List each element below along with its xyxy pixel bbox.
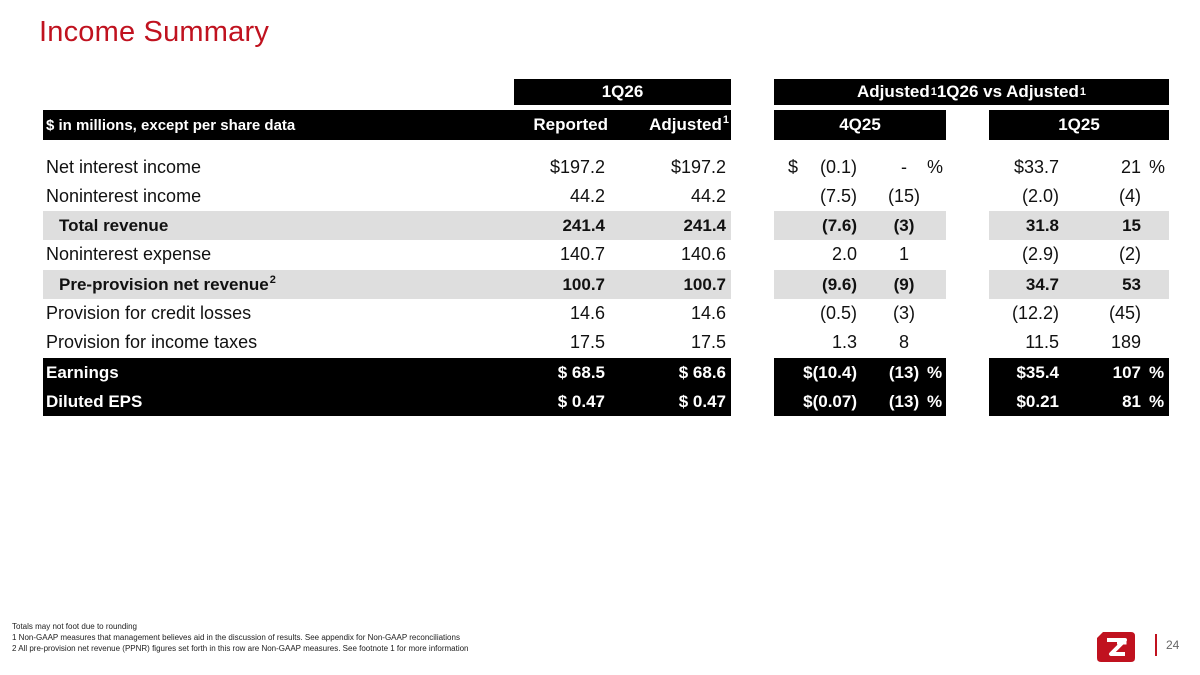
cell-adjusted: 140.6 (680, 244, 726, 264)
table-row-pre-provision-net-revenue (43, 270, 1170, 299)
cell-1q25-percent-sign: % (1149, 363, 1165, 382)
cell-1q25-percent-change: (4) (1119, 186, 1141, 206)
cell-reported: $ 0.47 (557, 392, 605, 411)
cell-1q25-dollar-change: (2.9) (1021, 244, 1059, 264)
cell-4q25-dollar-change: (0.1) (819, 157, 857, 177)
header-1q26-label: 1Q26 (601, 82, 644, 101)
header-group-adjusted-comparison: Adjusted 1 1Q26 vs Adjusted 1 (774, 79, 1169, 105)
header-4q25-label: 4Q25 (839, 115, 881, 134)
cell-1q25-dollar-change: $35.4 (1016, 363, 1059, 382)
page-divider (1155, 634, 1157, 656)
cell-4q25-percent-sign: % (927, 363, 943, 382)
row-label: Noninterest expense (46, 244, 212, 264)
cell-1q25-dollar-change: (12.2) (1011, 303, 1059, 323)
table-row-provision-credit-losses (43, 299, 1170, 328)
row-label: Provision for income taxes (46, 332, 258, 352)
cell-1q25-percent-change: 189 (1110, 332, 1141, 352)
cell-1q25-dollar-change: 31.8 (1025, 216, 1059, 235)
cell-reported: 17.5 (569, 332, 605, 352)
cell-1q25-dollar-change: 34.7 (1025, 275, 1059, 294)
header-group-1q26 (514, 79, 731, 105)
cell-4q25-dollar-change: (9.6) (822, 275, 857, 294)
header-footnote-marker: 1 (722, 114, 729, 127)
row-label: Provision for credit losses (46, 303, 252, 323)
cell-1q25-percent-change: 107 (1112, 363, 1141, 382)
cell-1q25-dollar-change: $33.7 (1013, 157, 1059, 177)
cell-1q25-dollar-change: (2.0) (1021, 186, 1059, 206)
footnote-1: 1 Non-GAAP measures that management believes aid in the discussion of results. See appendix for Non-GAAP reconciliations (12, 633, 460, 642)
cell-4q25-dollar-change: (7.5) (819, 186, 857, 206)
footnote-2: 2 All pre-provision net revenue (PPNR) figures set forth in this row are Non-GAAP measures. See footnote 1 for more information (12, 644, 469, 653)
table-row-earnings (43, 358, 1170, 387)
cell-reported: 241.4 (562, 216, 605, 235)
cell-4q25-currency: $ (788, 157, 799, 177)
cell-4q25-percent-change: (13) (888, 392, 920, 411)
cell-4q25-dollar-change: 1.3 (831, 332, 857, 352)
table-row-net-interest-income (43, 153, 1170, 182)
header-adjusted (649, 115, 729, 135)
cell-4q25-dollar-change: (7.6) (822, 216, 857, 235)
page-number: 24 (1166, 638, 1180, 652)
cell-adjusted: 241.4 (683, 216, 726, 235)
cell-1q25-percent-change: (2) (1119, 244, 1141, 264)
cell-reported: 44.2 (569, 186, 605, 206)
cell-4q25-percent-sign: % (927, 157, 944, 177)
cell-adjusted: 100.7 (683, 275, 726, 294)
row-label: Pre-provision net revenue$^2$ (59, 274, 276, 294)
row-label: Earnings (46, 363, 119, 382)
header-1q25-label: 1Q25 (1058, 115, 1100, 134)
cell-4q25-percent-change: (3) (893, 216, 915, 235)
cell-4q25-dollar-change: (0.5) (819, 303, 857, 323)
page-title: Income Summary (39, 16, 270, 48)
table-row-noninterest-income (43, 182, 1170, 211)
cell-1q25-percent-change: 81 (1122, 392, 1141, 411)
table-row-diluted-eps (43, 387, 1170, 416)
cell-adjusted: 17.5 (690, 332, 726, 352)
header-1q25 (989, 110, 1169, 140)
cell-4q25-percent-change: (15) (887, 186, 920, 206)
header-adjusted-label-b: 1Q26 vs Adjusted (936, 82, 1079, 101)
cell-reported: $197.2 (549, 157, 605, 177)
cell-adjusted: $ 68.6 (678, 363, 726, 382)
cell-reported: $ 68.5 (557, 363, 605, 382)
cell-adjusted: 44.2 (690, 186, 726, 206)
cell-4q25-dollar-change: $(0.07) (803, 392, 857, 411)
cell-4q25-percent-change: (13) (888, 363, 920, 382)
cell-4q25-percent-change: (3) (893, 303, 915, 323)
cell-adjusted: $ 0.47 (678, 392, 726, 411)
cell-4q25-dollar-change: 2.0 (831, 244, 857, 264)
cell-adjusted: $197.2 (670, 157, 726, 177)
row-label: Noninterest income (46, 186, 202, 206)
cell-4q25-percent-change: 8 (898, 332, 909, 352)
cell-adjusted: 14.6 (690, 303, 726, 323)
row-label: Diluted EPS (46, 392, 143, 411)
header-reported: Reported (533, 115, 608, 134)
cell-1q25-percent-sign: % (1149, 392, 1165, 411)
brand-logo-icon (1095, 630, 1137, 664)
cell-1q25-percent-sign: % (1149, 157, 1166, 177)
header-row-columns (43, 110, 731, 140)
cell-4q25-percent-change: 1 (898, 244, 909, 264)
table-row-noninterest-expense (43, 240, 1170, 269)
footnote-rounding: Totals may not foot due to rounding (12, 622, 137, 631)
cell-reported: 14.6 (569, 303, 605, 323)
cell-reported: 140.7 (559, 244, 605, 264)
cell-1q25-percent-change: 15 (1122, 216, 1141, 235)
row-label: Total revenue (59, 216, 169, 235)
cell-1q25-percent-change: (45) (1108, 303, 1141, 323)
cell-1q25-percent-change: 21 (1120, 157, 1141, 177)
cell-4q25-percent-change: - (901, 157, 907, 177)
row-label: Net interest income (46, 157, 202, 177)
table-row-total-revenue (43, 211, 1170, 240)
header-row-label: $ in millions, except per share data (46, 116, 296, 134)
cell-4q25-percent-sign: % (927, 392, 943, 411)
cell-4q25-percent-change: (9) (893, 275, 915, 294)
header-4q25 (774, 110, 946, 140)
cell-4q25-dollar-change: $(10.4) (803, 363, 857, 382)
cell-reported: 100.7 (562, 275, 605, 294)
cell-1q25-percent-change: 53 (1122, 275, 1141, 294)
header-adjusted-label-a: Adjusted (856, 82, 930, 101)
cell-1q25-dollar-change: 11.5 (1025, 332, 1059, 352)
header-adjusted-text: Adjusted (649, 115, 722, 134)
cell-1q25-dollar-change: $0.21 (1016, 392, 1059, 411)
table-row-provision-income-taxes (43, 328, 1170, 357)
